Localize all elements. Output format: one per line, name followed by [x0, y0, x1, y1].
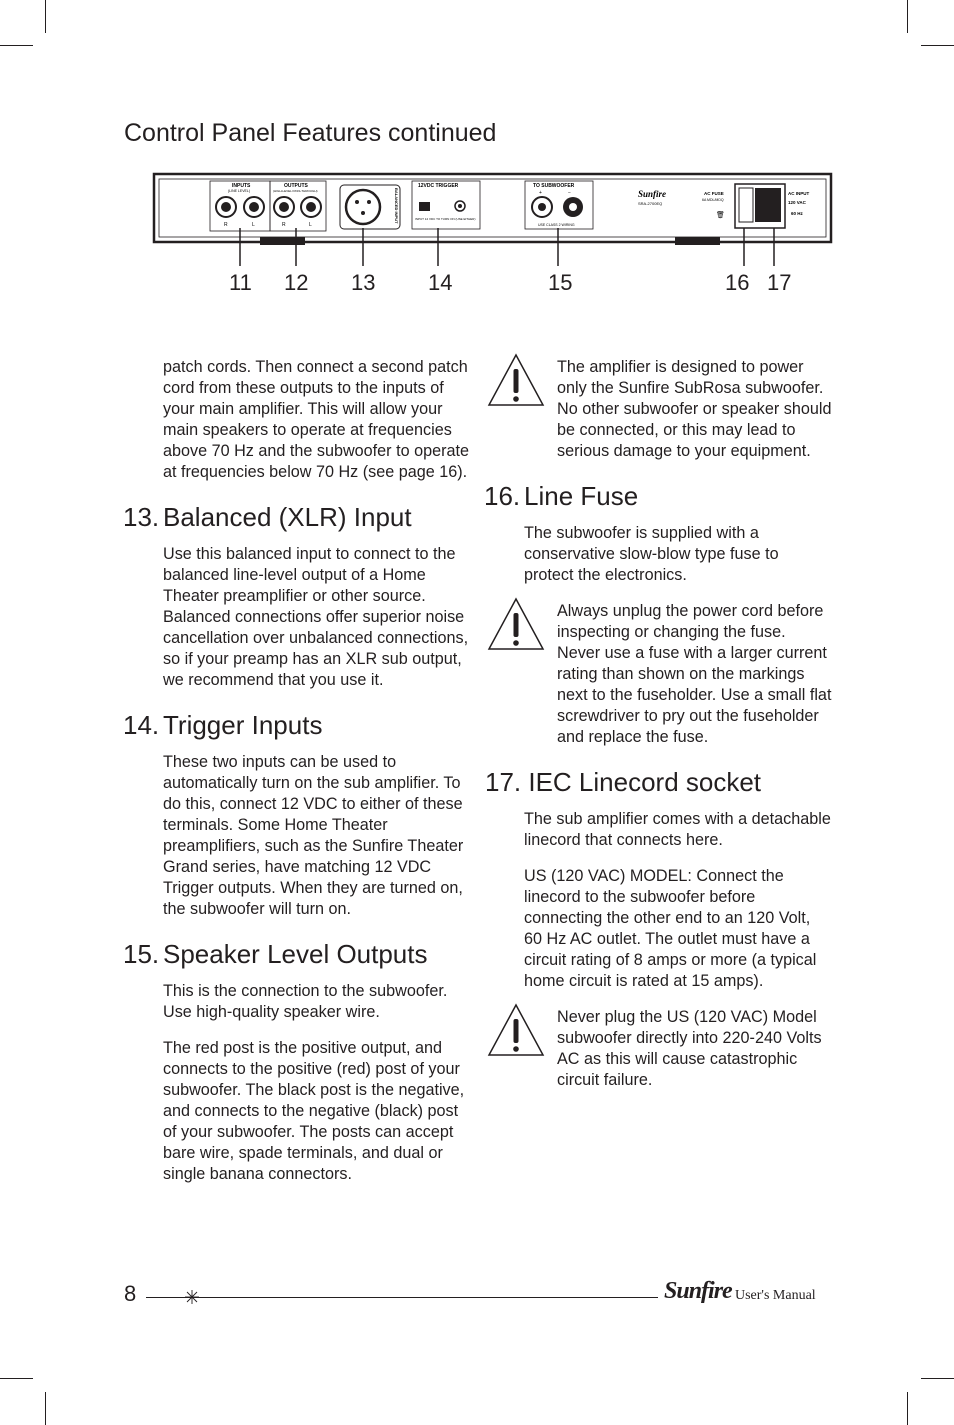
crop-mark	[0, 45, 33, 46]
trigger-label: 12VDC TRIGGER	[418, 183, 459, 189]
warning-1-text: The amplifier is designed to power only the Sunfire SubRosa subwoofer. No other subwoofer or speaker should be connected, or this may lead to serious damage to your equipment.	[557, 358, 832, 460]
ac-input-label: AC INPUT	[788, 191, 810, 196]
section-17-paragraph-1: The sub amplifier comes with a detachable linecord that connects here.	[524, 810, 831, 849]
control-panel-diagram	[150, 168, 836, 278]
crop-mark	[45, 0, 46, 33]
callout-13: 13	[351, 270, 376, 295]
crop-mark	[907, 1392, 908, 1425]
warning-triangle-icon	[487, 597, 545, 651]
section-17-heading	[485, 767, 832, 797]
warning-3-text: Never plug the US (120 VAC) Model subwoofer directly into 220-240 Volts AC as this will cause catastrophic circuit failure.	[557, 1008, 822, 1089]
fuse-sub-label: 6A MDL/MDQ	[702, 198, 724, 202]
section-13-number: 13.	[123, 502, 160, 532]
section-15-title: Speaker Level Outputs	[163, 939, 428, 969]
callout-11: 11	[229, 270, 252, 295]
section-13-heading	[123, 502, 473, 532]
warning-triangle-icon	[487, 1003, 545, 1057]
section-15-heading	[123, 939, 473, 969]
inputs-label: INPUTS	[232, 183, 251, 189]
panel-model: SRA-2700EQ	[638, 201, 663, 206]
section-13-paragraph: Use this balanced input to connect to the balanced line-level output of a Home Theater preamplifier or other source. Balanced connections offer superior noise cancellation over unbalanced connections, so if your preamp has an XLR sub output, we recommend that you use it.	[163, 545, 469, 689]
callout-15: 15	[548, 270, 573, 295]
callout-17: 17	[767, 270, 792, 295]
l-label: L	[309, 222, 312, 228]
left-column	[123, 357, 473, 1200]
star-ornament-icon	[185, 1290, 199, 1304]
warning-3	[524, 1007, 832, 1091]
page-number: 8	[124, 1281, 137, 1306]
warning-triangle-icon	[487, 353, 545, 407]
panel-brand: Sunfire	[638, 189, 667, 199]
section-14-number: 14.	[123, 710, 160, 740]
minus-label: −	[568, 190, 571, 196]
intro-paragraph: patch cords. Then connect a second patch cord from these outputs to the inputs of your main amplifier. This will allow your main speakers to operate at frequencies above 70 Hz and the subwoofer to operate at frequencies below 70 Hz (see page 16).	[163, 358, 469, 481]
to-subwoofer-label: TO SUBWOOFER	[533, 183, 575, 189]
outputs-label: OUTPUTS	[284, 183, 308, 189]
section-15-paragraph-1: This is the connection to the subwoofer. Use high-quality speaker wire.	[163, 982, 448, 1021]
callout-16: 16	[725, 270, 750, 295]
callout-14: 14	[428, 270, 453, 295]
section-16-number: 16.	[484, 481, 521, 511]
callout-12: 12	[284, 270, 309, 295]
warning-2-text: Always unplug the power cord before inspecting or changing the fuse. Never use a fuse with a larger current rating than shown on the markings next to the fuseholder. Use a small flat screwdriver to pry out the fuseholder and replace the fuse.	[557, 602, 832, 746]
crop-mark	[921, 45, 954, 46]
crop-mark	[0, 1378, 33, 1379]
footer-rule	[146, 1297, 658, 1298]
inputs-sub-label: (LINE LEVEL)	[228, 189, 250, 193]
crop-mark	[921, 1378, 954, 1379]
crop-mark	[907, 0, 908, 33]
balanced-input-label: BALANCED INPUT	[394, 188, 399, 224]
footer-brand-logo: Sunfire	[664, 1278, 732, 1304]
warning-2	[524, 601, 832, 748]
weee-icon: 🗑	[716, 211, 725, 219]
ac-volt-label: 120 VAC	[788, 200, 806, 205]
warning-1	[524, 357, 832, 462]
section-13-title: Balanced (XLR) Input	[163, 502, 412, 532]
r-label: R	[282, 222, 286, 228]
fuse-label: AC FUSE	[704, 191, 724, 196]
section-16-paragraph: The subwoofer is supplied with a conservative slow-blow type fuse to protect the electronics.	[524, 524, 779, 584]
footer-manual-label: User's Manual	[735, 1288, 816, 1303]
section-16-heading	[484, 481, 832, 511]
right-column	[484, 357, 832, 1109]
section-14-heading	[123, 710, 473, 740]
ac-hz-label: 60 Hz	[791, 211, 803, 216]
r-label: R	[224, 222, 228, 228]
section-14-paragraph: These two inputs can be used to automatically turn on the sub amplifier. To do this, connect 12 VDC to either of these terminals. Some Home Theater preamplifiers, such as the Sunfire Theater Grand series, have matching 12 VDC Trigger outputs. When they are turned on, the subwoofer will turn on.	[163, 753, 464, 918]
page-title: Control Panel Features continued	[124, 119, 497, 147]
section-15-number: 15.	[123, 939, 160, 969]
outputs-sub-label: (HIGH-LEVEL PASS-THROUGH)	[273, 189, 318, 193]
trigger-sub-label: INPUT 12 VDC TO TURN ON (USE EITHER)	[415, 217, 476, 221]
plus-label: +	[539, 190, 542, 196]
section-17-title: 17. IEC Linecord socket	[485, 767, 762, 797]
section-16-title: Line Fuse	[524, 481, 639, 511]
crop-mark	[45, 1392, 46, 1425]
subwoofer-sub-label: USE CLASS 2 WIRING	[538, 223, 575, 227]
section-15-paragraph-2: The red post is the positive output, and connects to the positive (red) post of your subwoofer. The black post is the negative, and connects to the negative (black) post of your subwoofer. The posts can accept bare wire, spade terminals, and dual or single banana connectors.	[163, 1039, 465, 1183]
l-label: L	[252, 222, 255, 228]
section-14-title: Trigger Inputs	[163, 710, 323, 740]
section-17-paragraph-2: US (120 VAC) MODEL: Connect the linecord to the subwoofer before connecting the other end to an 120 Volt, 60 Hz AC outlet. The outlet must have a circuit rating of 8 amps or more (a typical home circuit is rated at 15 amps).	[524, 867, 817, 990]
